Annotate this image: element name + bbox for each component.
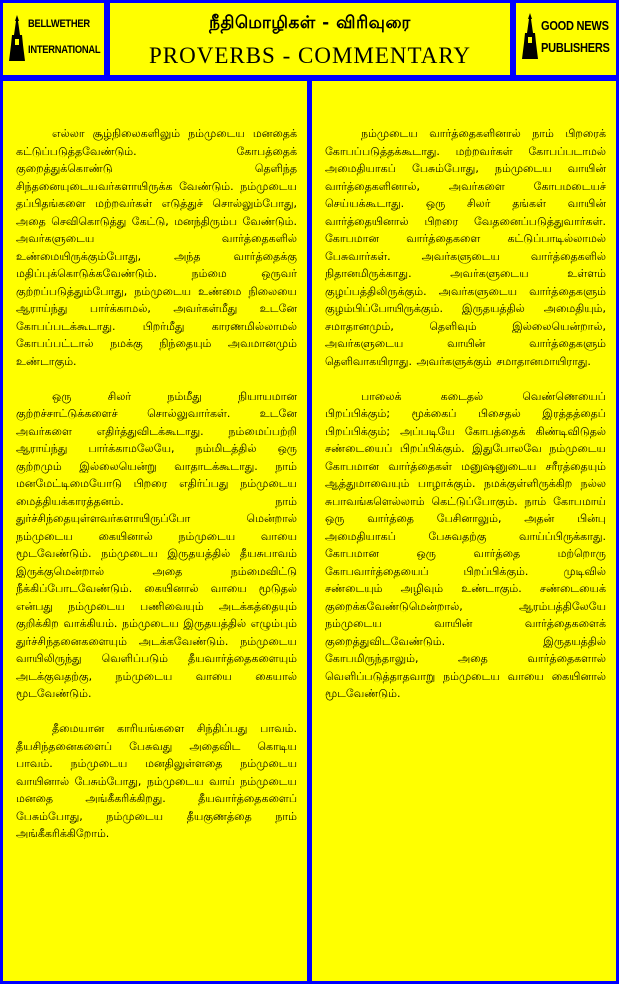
bellwether-logo-line1: BELLWETHER xyxy=(28,18,90,30)
page-header xyxy=(110,3,510,75)
paragraph: பாலைக் கடைதல் வெண்ணெயைப் பிறப்பிக்கும்; மூக்கைப் பிசைதல் இரத்தத்தைப் பிறப்பிக்கும்; அப்படியே கோபத்தைக் கிண்டிவிடுதல் சண்டையைப் பிறப்பிக்கும். இதுபோலவே நம்முடைய கோபமான வார்த்தைகள் மனுஷனுடைய சரீரத்தையும் ஆத்துமாவையும் பாழாக்கும். நமக்குள்ளிருக்கிற நல்ல சுபாவங்களெல்லாம் கெட்டுப்போகும். நாம் கோபமாய் ஒரு வார்த்தை பேசினாலும், அதன் பின்பு அமைதியாகப் பேசுவதற்கு வாய்ப்பிருக்காது. கோபமான ஒரு வார்த்தை மற்றொரு கோபவார்த்தையைப் பிறப்பிக்கும். முடிவில் சண்டையும் அழிவும் உண்டாகும். சண்டையைக் குறைக்கவேண்டுமென்றால், ஆரம்பத்திலேயே நம்முடைய வாயின் வார்த்தைகளைக் குறைத்துவிடவேண்டும். இருதயத்தில் கோபமிருந்தாலும், அதை வார்த்தைகளால் வெளிப்படுத்தாதவாறு நம்முடைய வாயை கையினால் மூடவேண்டும். xyxy=(325,389,606,700)
right-column xyxy=(312,81,616,981)
paragraph: எல்லா சூழ்நிலைகளிலும் நம்முடைய மனதைக் கட்டுப்படுத்தவேண்டும். கோபத்தைக் குறைத்துக்கொண்டு தெளிந்த சிந்தனையுடையவர்களாயிருக்க வேண்டும். நம்முடைய தப்பிதங்களை மற்றவர்கள் எடுத்துச் சொல்லும்போது, அதை செவிகொடுத்து கேட்டு, மனந்திரும்ப வேண்டும். அவர்களுடைய வார்த்தைகளில் உண்மையிருக்கும்போது, அந்த வார்த்தைக்கு மதிப்புக்கொடுக்கவேண்டும். நம்மை ஒருவர் குற்றப்படுத்தும்போது, நம்முடைய உண்மை நிலையை ஆராய்ந்து பார்க்காமல், அவர்கள்மீது உடனே கோபப்படக்கூடாது. பிறர்மீது காரணமில்லாமல் கோபப்பட்டால் நமக்கு நிந்தையும் அவமானமும் உண்டாகும். xyxy=(16,127,297,368)
tower-icon xyxy=(522,13,538,59)
good-news-logo xyxy=(516,3,616,75)
title-tamil: நீதிமொழிகள் - விரிவுரை xyxy=(209,13,411,33)
paragraph: தீமையான காரியங்களை சிந்திப்பது பாவம். தீயசிந்தனைகளைப் பேசுவது அதைவிட கொடிய பாவம். நம்முடைய மனதிலுள்ளதை நம்முடைய வாயினால் பேசும்போது, நம்முடைய வாய் நம்முடைய மனதை அங்கீகரிக்கிறது. தீயவார்த்தைகளைப் பேசும்போது, நம்முடைய தீயகுணத்தை நாம் அங்கீகரிக்கிறோம். xyxy=(16,722,297,840)
title-english: PROVERBS - COMMENTARY xyxy=(148,43,472,68)
paragraph: நம்முடைய வார்த்தைகளினால் நாம் பிறரைக் கோபப்படுத்தக்கூடாது. மற்றவர்கள் கோபப்படாமல் அமைதியாகப் பேசும்போது, நம்முடைய வாயின் வார்த்தைகளினால், அவர்களை கோபமடையச் செய்யக்கூடாது. ஒரு சிலர் தங்கள் வாயின் வார்த்தையினால் பிறரை வேதனைப்படுத்துவார்கள். கோபமான வார்த்தைகளை கட்டுப்பாடில்லாமல் பேசுவார்கள். அவர்களுடைய வார்த்தைகளில் நிதானமிருக்காது. அவர்களுடைய உள்ளம் குழப்பத்திலிருக்கும். அவர்களுடைய வார்த்தைகளும் குழம்பிப்போயிருக்கும். இருதயத்தில் அமைதியும், சமாதானமும், தெளிவும் இல்லையென்றால், அவர்களுடைய வாயின் வார்த்தைகளும் தெளிவாகயிராது. அவர்களுக்கும் சமாதானமாயிராது. xyxy=(325,127,606,368)
left-column xyxy=(3,81,307,981)
bellwether-logo xyxy=(3,3,104,75)
good-news-logo-line2: PUBLISHERS xyxy=(541,40,610,55)
tower-icon xyxy=(9,15,25,61)
paragraph: ஒரு சிலர் நம்மீது நியாயமான குற்றச்சாட்டுக்களைச் சொல்லுவார்கள். உடனே அவர்களை எதிர்த்துவிடக்கூடாது. நம்மைப்பற்றி ஆராய்ந்து பார்க்காமலேயே, நம்மிடத்தில் ஒரு குற்றமும் இல்லையென்று வாதாடக்கூடாது. நாம் மனமேட்டிமையோடு பிறரை எதிர்ப்பது நம்முடைய மைத்தியக்காரத்தனம். நாம் துர்ச்சிந்தையுள்ளவர்களாயிருப்போ மென்றால் நம்முடைய கையினால் நம்முடைய வாயை மூடவேண்டும். நம்முடைய இருதயத்தில் தீயசுபாவம் இருக்குமென்றால் அதை நம்மைவிட்டு நீக்கிப்போடவேண்டும். கையினால் வாயை மூடுதல் என்பது நம்முடைய பணிவையும் அடக்கத்தையும் குறிக்கிற வாக்கியம். நம்முடைய இருதயத்தில் எழும்பும் துர்ச்சிந்தனைகளையும் அடக்கவேண்டும். நம்முடைய வாயிலிருந்து வெளிப்படும் தீயவார்த்தைகளையும் அடக்குவதற்கு, நம்முடைய வாயை கையால் மூடவேண்டும். xyxy=(16,389,297,700)
bellwether-logo-line2: INTERNATIONAL xyxy=(28,44,101,56)
good-news-logo-line1: GOOD NEWS xyxy=(541,18,609,33)
